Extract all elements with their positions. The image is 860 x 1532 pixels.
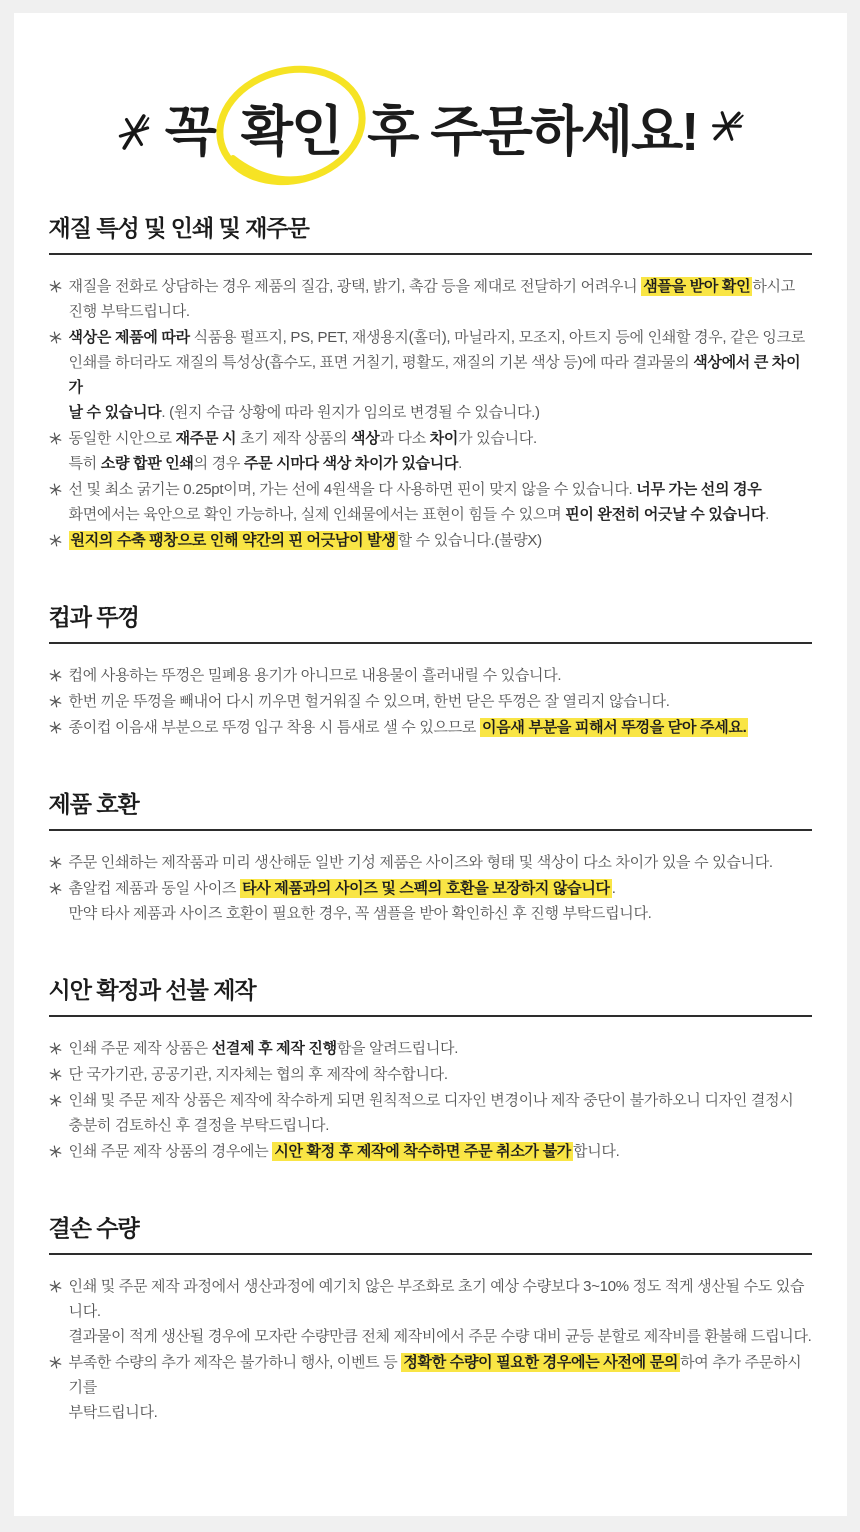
highlighted-text: 정확한 수량이 필요한 경우에는 사전에 문의 bbox=[403, 1354, 679, 1371]
text: 인쇄 주문 제작 상품은 bbox=[68, 1040, 212, 1057]
asterisk-bullet-icon bbox=[49, 695, 62, 708]
text: . bbox=[765, 506, 769, 523]
section-divider bbox=[49, 1015, 812, 1017]
text: 충분히 검토하신 후 결정을 부탁드립니다. bbox=[68, 1117, 330, 1134]
section-divider bbox=[49, 642, 812, 644]
title-text-after: 후 주문하세요! bbox=[367, 102, 698, 162]
text-line bbox=[69, 477, 812, 502]
asterisk-bullet-icon bbox=[49, 534, 62, 547]
asterisk-bullet-icon bbox=[49, 1094, 62, 1107]
bold-text: 색상은 제품에 따라 bbox=[68, 329, 190, 346]
text-line bbox=[69, 426, 812, 451]
asterisk-bullet-icon bbox=[49, 432, 62, 445]
text: 인쇄를 하더라도 재질의 특성상(흡수도, 표면 거칠기, 평활도, 재질의 기본 색상 등)에 따라 결과물의 bbox=[68, 354, 694, 371]
notice-item bbox=[49, 1062, 812, 1087]
bold-text: 핀이 완전히 어긋날 수 있습니다 bbox=[565, 506, 766, 523]
bold-text: 소량 합판 인쇄 bbox=[100, 455, 194, 472]
notice-item-text bbox=[69, 325, 812, 425]
text: 재질을 전화로 상담하는 경우 제품의 질감, 광택, 밝기, 촉감 등을 제대로 전달하기 어려우니 bbox=[68, 278, 642, 295]
notice-item-text bbox=[69, 528, 812, 553]
text: . bbox=[458, 455, 462, 472]
asterisk-bullet-icon bbox=[49, 1145, 62, 1158]
notice-item bbox=[49, 325, 812, 425]
notice-item bbox=[49, 1350, 812, 1425]
text: 결과물이 적게 생산될 경우에 모자란 수량만큼 전체 제작비에서 주문 수량 대비 균등 분할로 제작비를 환불해 드립니다. bbox=[68, 1328, 812, 1345]
asterisk-bullet-icon bbox=[49, 669, 62, 682]
bullet-list bbox=[49, 663, 812, 740]
asterisk-bullet-icon bbox=[49, 280, 62, 293]
bullet-list bbox=[49, 1274, 812, 1425]
notice-section bbox=[49, 972, 812, 1164]
section-heading: 제품 호환 bbox=[48, 791, 139, 817]
section-heading: 컵과 뚜껑 bbox=[48, 604, 139, 630]
notice-section bbox=[49, 210, 812, 553]
text-line bbox=[69, 850, 812, 875]
bold-text: 너무 가는 선의 경우 bbox=[636, 481, 762, 498]
notice-item bbox=[49, 1036, 812, 1061]
bold-text: 색상 bbox=[351, 430, 380, 447]
text-line bbox=[69, 400, 812, 425]
text: 특히 bbox=[68, 455, 101, 472]
text: 합니다. bbox=[573, 1143, 620, 1160]
bullet-list bbox=[49, 850, 812, 926]
text: 하여 추가 주문하시기를 bbox=[68, 1354, 802, 1396]
notice-item-text bbox=[69, 1350, 812, 1425]
text-line bbox=[69, 1324, 812, 1349]
text: 할 수 있습니다.(불량X) bbox=[397, 532, 542, 549]
notice-item-text bbox=[69, 274, 812, 324]
asterisk-bullet-icon bbox=[49, 1068, 62, 1081]
highlighted-text: 이음새 부분을 피해서 뚜껑을 닫아 주세요. bbox=[482, 719, 747, 736]
asterisk-bullet-icon bbox=[49, 1356, 62, 1369]
section-heading: 시안 확정과 선불 제작 bbox=[48, 977, 256, 1003]
text-line bbox=[69, 451, 812, 476]
text: 부족한 수량의 추가 제작은 불가하니 행사, 이벤트 등 bbox=[68, 1354, 402, 1371]
text-line bbox=[69, 502, 812, 527]
notice-item-text bbox=[69, 850, 812, 875]
notice-item bbox=[49, 663, 812, 688]
highlighted-text: 타사 제품과의 사이즈 및 스펙의 호환을 보장하지 않습니다 bbox=[242, 880, 610, 897]
bold-text: 재주문 시 bbox=[175, 430, 237, 447]
text: 의 경우 bbox=[193, 455, 244, 472]
notice-card bbox=[14, 13, 847, 1516]
text-line bbox=[69, 663, 812, 688]
notice-item bbox=[49, 1274, 812, 1349]
section-divider bbox=[49, 253, 812, 255]
text: 화면에서는 육안으로 확인 가능하나, 실제 인쇄물에서는 표현이 힘들 수 있으며 bbox=[68, 506, 566, 523]
highlighted-text: 샘플을 받아 확인 bbox=[643, 278, 751, 295]
text: 과 다소 bbox=[379, 430, 430, 447]
text: 종이컵 이음새 부분으로 뚜껑 입구 착용 시 틈새로 샐 수 있으므로 bbox=[68, 719, 480, 736]
text: 초기 제작 상품의 bbox=[236, 430, 352, 447]
notice-item bbox=[49, 689, 812, 714]
section-divider bbox=[49, 829, 812, 831]
notice-item-text bbox=[69, 689, 812, 714]
notice-item-text bbox=[69, 426, 812, 476]
notice-item-text bbox=[69, 1062, 812, 1087]
text-line bbox=[69, 274, 812, 299]
text-line bbox=[69, 1139, 812, 1164]
text-line bbox=[69, 1036, 812, 1061]
notice-item bbox=[49, 426, 812, 476]
bold-text: 선결제 후 제작 진행 bbox=[211, 1040, 337, 1057]
text: 인쇄 및 주문 제작 상품은 제작에 착수하게 되면 원칙적으로 디자인 변경이나 제작 중단이 불가하오니 디자인 결정시 bbox=[68, 1092, 794, 1109]
text-line bbox=[69, 901, 812, 926]
text-line bbox=[69, 528, 812, 553]
bullet-list bbox=[49, 274, 812, 553]
bold-text: 주문 시마다 색상 차이가 있습니다 bbox=[243, 455, 459, 472]
highlighted-text: 시안 확정 후 제작에 착수하면 주문 취소가 불가 bbox=[274, 1143, 571, 1160]
text: 선 및 최소 굵기는 0.25pt이며, 가는 선에 4원색을 다 사용하면 핀이 맞지 않을 수 있습니다. bbox=[68, 481, 637, 498]
notice-sections bbox=[49, 210, 812, 1425]
notice-item bbox=[49, 1088, 812, 1138]
notice-item-text bbox=[69, 477, 812, 527]
notice-item-text bbox=[69, 663, 812, 688]
bold-text: 날 수 있습니다 bbox=[68, 404, 162, 421]
text-line bbox=[69, 1062, 812, 1087]
text-line bbox=[69, 1350, 812, 1400]
text: 부탁드립니다. bbox=[68, 1404, 158, 1421]
notice-item-text bbox=[69, 1139, 812, 1164]
text: 만약 타사 제품과 사이즈 호환이 필요한 경우, 꼭 샘플을 받아 확인하신 후 진행 부탁드립니다. bbox=[68, 905, 652, 922]
text: 함을 알려드립니다. bbox=[336, 1040, 459, 1057]
asterisk-bullet-icon bbox=[49, 483, 62, 496]
text: 동일한 시안으로 bbox=[68, 430, 176, 447]
title-text-before: 꼭 bbox=[164, 102, 215, 162]
text: 인쇄 주문 제작 상품의 경우에는 bbox=[68, 1143, 273, 1160]
text-line bbox=[69, 325, 812, 350]
section-heading: 재질 특성 및 인쇄 및 재주문 bbox=[48, 215, 309, 241]
text-line bbox=[69, 1274, 812, 1324]
section-heading: 결손 수량 bbox=[48, 1215, 139, 1241]
notice-item-text bbox=[69, 876, 812, 926]
text-line bbox=[69, 715, 812, 740]
text-line bbox=[69, 1400, 812, 1425]
notice-section bbox=[49, 599, 812, 740]
asterisk-icon bbox=[704, 101, 750, 150]
text: 하시고 bbox=[752, 278, 795, 295]
text: . bbox=[611, 880, 616, 897]
text-line bbox=[69, 876, 812, 901]
notice-item bbox=[49, 876, 812, 926]
notice-section bbox=[49, 1210, 812, 1425]
asterisk-bullet-icon bbox=[49, 1042, 62, 1055]
notice-item bbox=[49, 477, 812, 527]
text: 진행 부탁드립니다. bbox=[68, 303, 190, 320]
notice-item bbox=[49, 715, 812, 740]
text: 식품용 펄프지, PS, PET, 재생용지(홀더), 마닐라지, 모조지, 아트지 등에 인쇄할 경우, 같은 잉크로 bbox=[189, 329, 805, 346]
notice-item-text bbox=[69, 1036, 812, 1061]
asterisk-bullet-icon bbox=[49, 721, 62, 734]
page-title bbox=[49, 89, 812, 166]
text: . (원지 수급 상황에 따라 원지가 임의로 변경될 수 있습니다.) bbox=[161, 404, 540, 421]
asterisk-bullet-icon bbox=[49, 882, 62, 895]
text-line bbox=[69, 1113, 812, 1138]
asterisk-bullet-icon bbox=[49, 856, 62, 869]
text-line bbox=[69, 1088, 812, 1113]
bold-text: 색상에서 큰 차이가 bbox=[68, 354, 801, 396]
text-line bbox=[69, 299, 812, 324]
notice-item bbox=[49, 274, 812, 324]
text: 한번 끼운 뚜껑을 빼내어 다시 끼우면 헐거워질 수 있으며, 한번 닫은 뚜껑은 잘 열리지 않습니다. bbox=[68, 693, 670, 710]
notice-item-text bbox=[69, 1274, 812, 1349]
title-circled-text: 확인 bbox=[240, 102, 342, 162]
text: 단 국가기관, 공공기관, 지자체는 협의 후 제작에 착수합니다. bbox=[68, 1066, 448, 1083]
title-circled-word bbox=[231, 89, 351, 166]
notice-item bbox=[49, 528, 812, 553]
notice-item-text bbox=[69, 715, 812, 740]
bold-text: 차이 bbox=[429, 430, 459, 447]
asterisk-icon bbox=[110, 106, 157, 156]
text-line bbox=[69, 689, 812, 714]
asterisk-bullet-icon bbox=[49, 331, 62, 344]
text: 인쇄 및 주문 제작 과정에서 생산과정에 예기치 않은 부조화로 초기 예상 수량보다 3~10% 정도 적게 생산될 수도 있습니다. bbox=[68, 1278, 805, 1320]
text: 컵에 사용하는 뚜껑은 밀폐용 용기가 아니므로 내용물이 흘러내릴 수 있습니다. bbox=[68, 667, 562, 684]
bullet-list bbox=[49, 1036, 812, 1164]
text-line bbox=[69, 350, 812, 400]
text: 가 있습니다. bbox=[458, 430, 537, 447]
notice-section bbox=[49, 786, 812, 926]
text: 주문 인쇄하는 제작품과 미리 생산해둔 일반 기성 제품은 사이즈와 형태 및 색상이 다소 차이가 있을 수 있습니다. bbox=[68, 854, 773, 871]
notice-item bbox=[49, 850, 812, 875]
text: 촘알컵 제품과 동일 사이즈 bbox=[68, 880, 241, 897]
notice-item-text bbox=[69, 1088, 812, 1138]
notice-item bbox=[49, 1139, 812, 1164]
asterisk-bullet-icon bbox=[49, 1280, 62, 1293]
title-text bbox=[165, 89, 697, 166]
highlighted-text: 원지의 수축 팽창으로 인해 약간의 핀 어긋남이 발생 bbox=[70, 532, 396, 549]
section-divider bbox=[49, 1253, 812, 1255]
